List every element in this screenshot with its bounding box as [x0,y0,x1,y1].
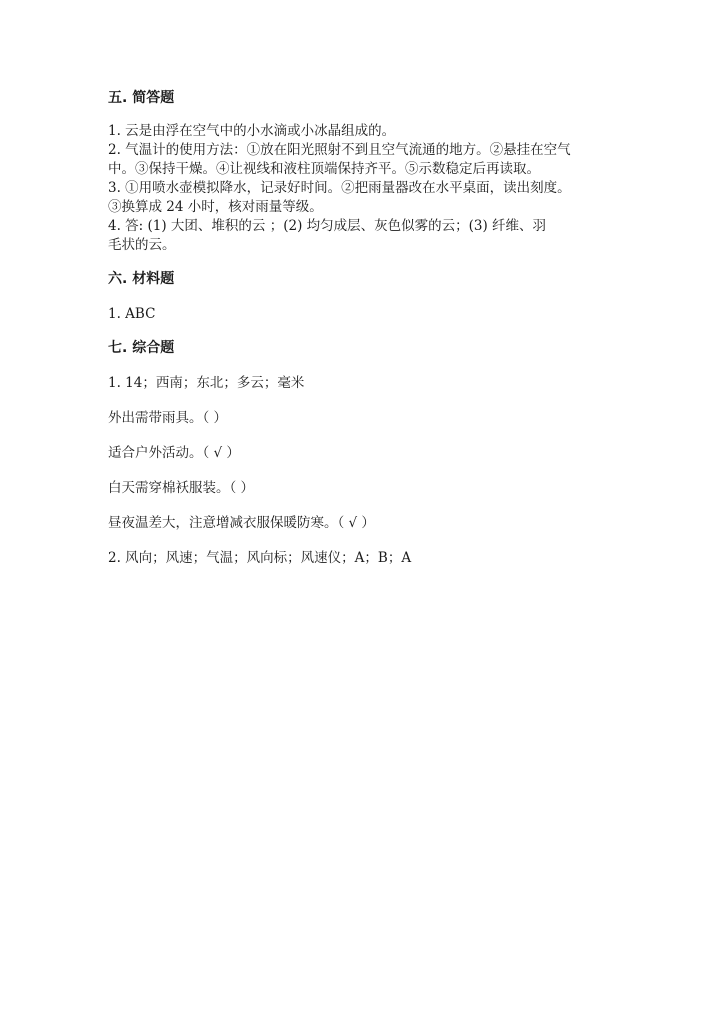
answer-line: 2. 风向；风速；气温；风向标；风速仪；A；B；A [108,550,412,566]
section-6-body [108,305,618,324]
answer-line: 中。③保持干燥。④让视线和液柱顶端保持齐平。⑤示数稳定后再读取。 [108,161,540,177]
section-5-heading: 五. 简答题 [108,90,175,106]
answer-line: 昼夜温差大，注意增减衣服保暖防寒。（ √ ） [108,515,375,531]
section-7-body [108,374,618,568]
answer-line: 1. 云是由浮在空气中的小水滴或小冰晶组成的。 [108,123,396,139]
answer-line: 毛状的云。 [108,237,176,253]
answer-line: ③换算成 24 小时，核对雨量等级。 [108,199,323,215]
answer-page [108,84,618,568]
section-7-heading: 七. 综合题 [108,340,175,356]
answer-line: 1. ABC [108,306,156,322]
answer-line: 适合户外活动。（ √ ） [108,445,240,461]
section-5-body [108,122,618,255]
answer-line: 外出需带雨具。（ ） [108,410,228,426]
answer-line: 2. 气温计的使用方法：①放在阳光照射不到且空气流通的地方。②悬挂在空气 [108,142,571,158]
answer-line: 4. 答: (1) 大团、堆积的云 ；(2) 均匀成层、灰色似雾的云；(3) 纤维、羽 [108,218,547,234]
section-6-heading: 六. 材料题 [108,271,175,287]
answer-line: 白天需穿棉袄服装。（ ） [108,480,255,496]
answer-line: 1. 14；西南；东北；多云；毫米 [108,375,305,391]
answer-line: 3. ①用喷水壶模拟降水，记录好时间。②把雨量器改在水平桌面，读出刻度。 [108,180,571,196]
